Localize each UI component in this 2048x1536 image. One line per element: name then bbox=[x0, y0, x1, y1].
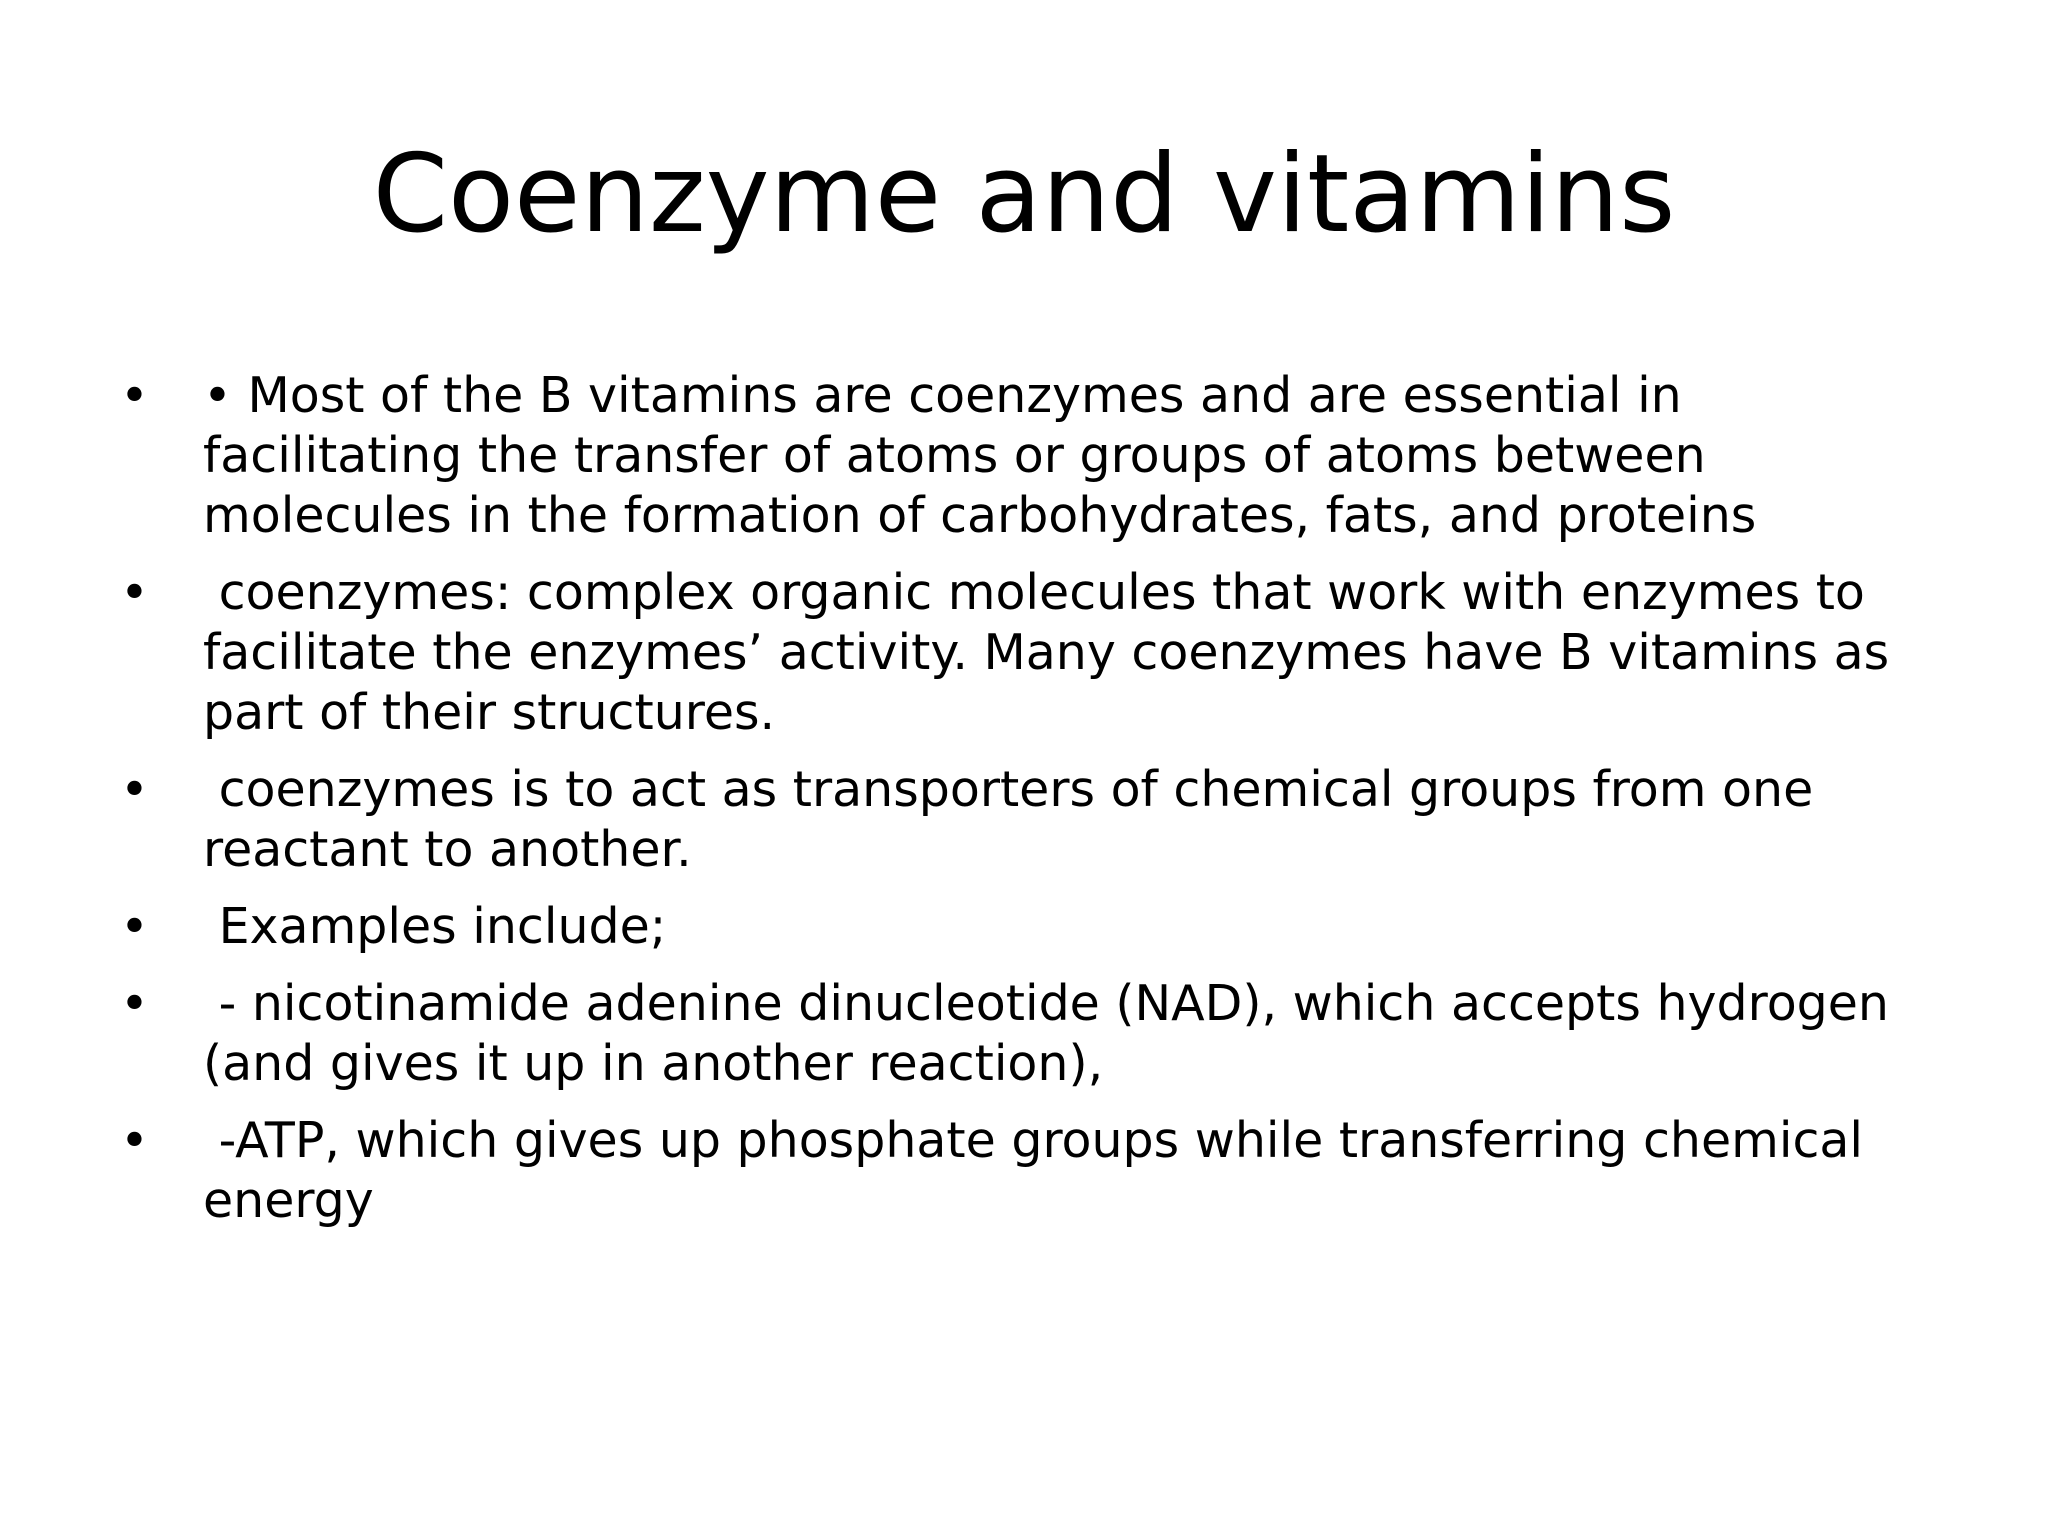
bullet-text: - nicotinamide adenine dinucleotide (NAD), which accepts hydrogen (and gives it up in another reaction), bbox=[203, 975, 1905, 1092]
bullet-item-3 bbox=[120, 760, 1950, 880]
bullet-marker: • bbox=[120, 564, 149, 621]
bullet-text: coenzymes is to act as transporters of chemical groups from one reactant to another. bbox=[203, 761, 1829, 878]
bullet-text: Examples include; bbox=[203, 898, 667, 955]
bullet-item-5 bbox=[120, 974, 1950, 1094]
bullet-marker: • bbox=[120, 898, 149, 955]
bullet-marker: • bbox=[120, 761, 149, 818]
bullet-marker: • bbox=[120, 367, 149, 424]
bullet-text: • Most of the B vitamins are coenzymes and are essential in facilitating the transfer of atoms or groups of atoms between molecules in the formation of carbohydrates, fats, and proteins bbox=[203, 367, 1757, 544]
bullet-marker: • bbox=[120, 975, 149, 1032]
bullet-text: -ATP, which gives up phosphate groups while transferring chemical energy bbox=[203, 1112, 1879, 1229]
bullet-item-6 bbox=[120, 1111, 1950, 1231]
slide-title: Coenzyme and vitamins bbox=[372, 132, 1676, 257]
bullet-marker: • bbox=[120, 1112, 149, 1169]
bullet-item-1 bbox=[120, 366, 1950, 546]
bullet-item-2 bbox=[120, 563, 1950, 743]
bullet-text: coenzymes: complex organic molecules that work with enzymes to facilitate the enzymes’ activity. Many coenzymes have B vitamins as part of their structures. bbox=[203, 564, 1905, 741]
bullet-list bbox=[120, 366, 1950, 1248]
bullet-item-4 bbox=[120, 897, 1950, 957]
